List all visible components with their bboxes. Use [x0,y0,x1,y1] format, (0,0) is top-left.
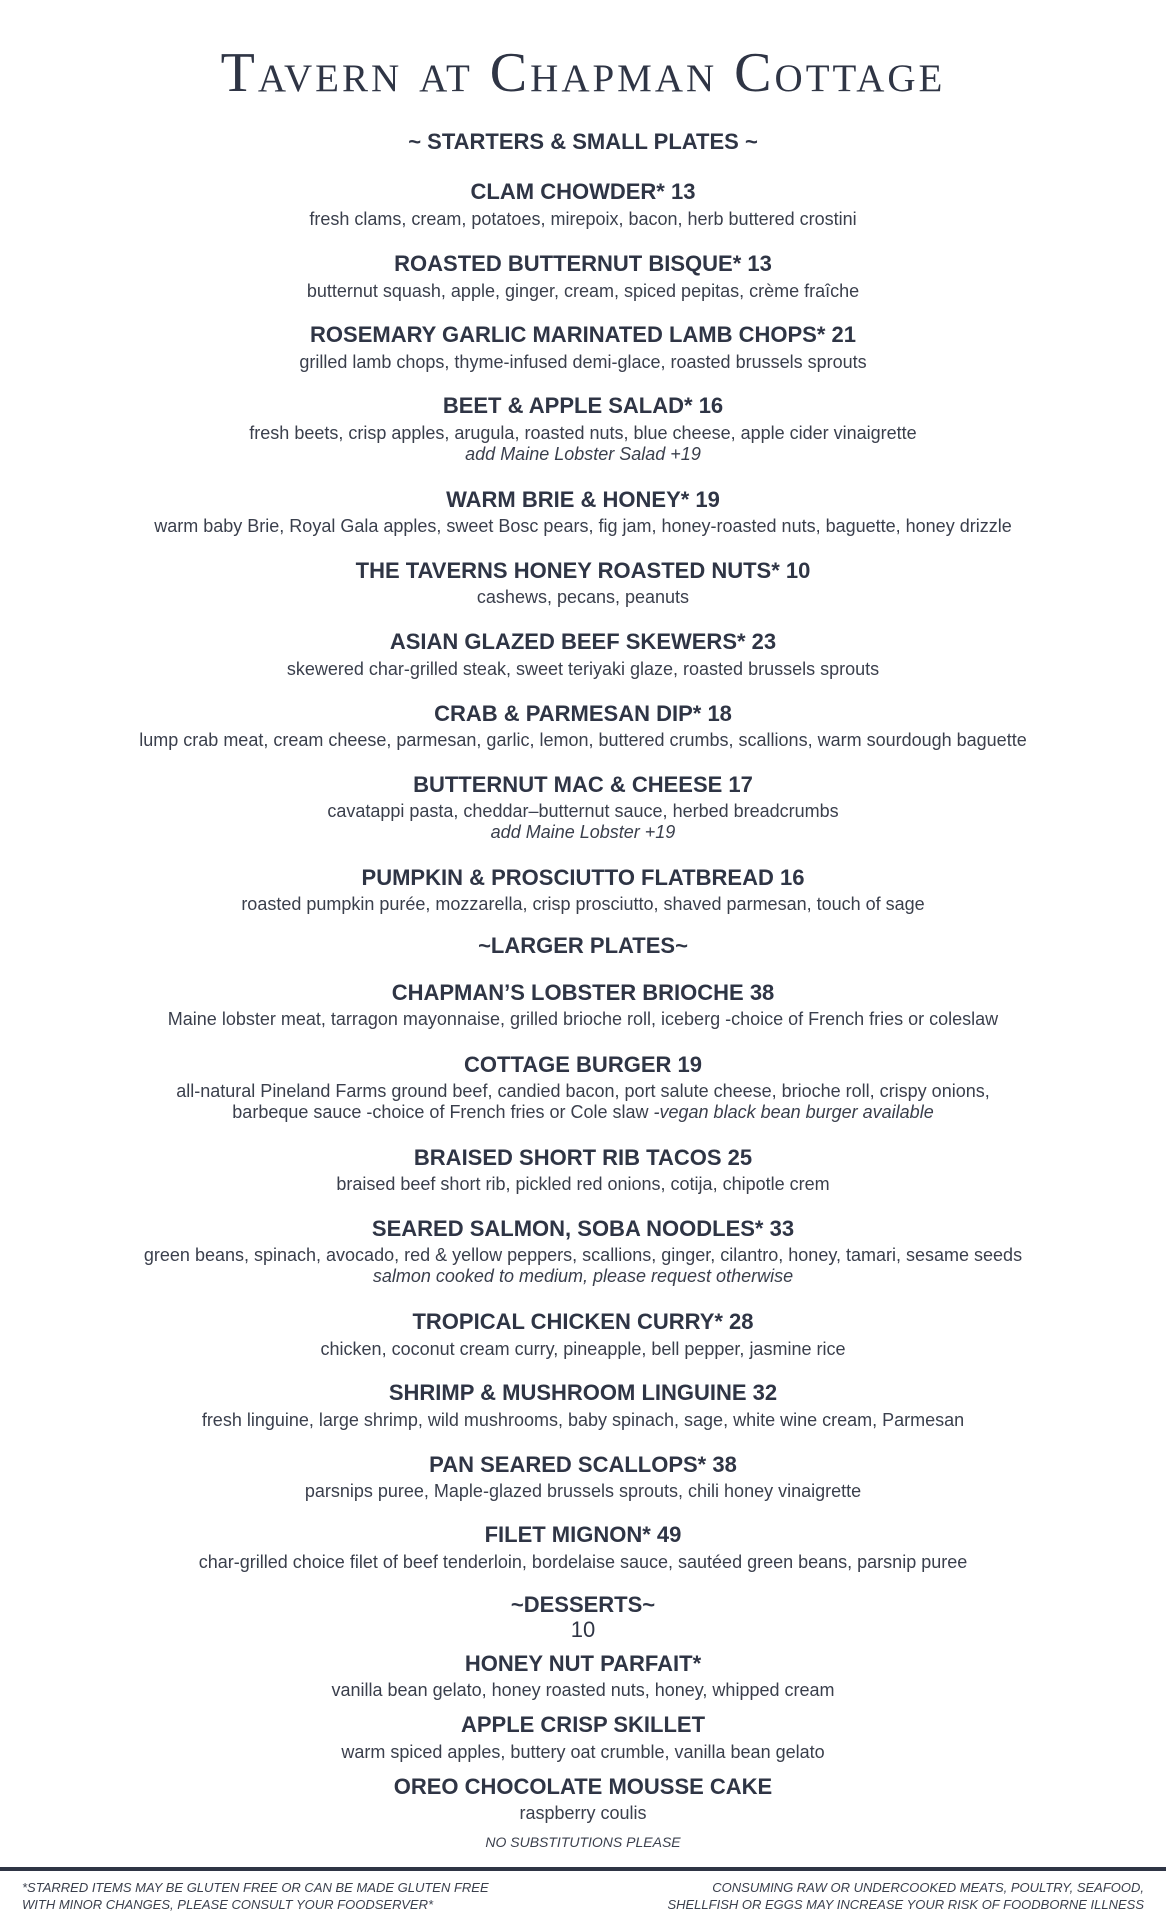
gluten-free-notice [22,1879,562,1913]
menu-item-name: WARM BRIE & HONEY* 19 [446,487,720,512]
menu-item-description: cashews, pecans, peanuts [476,587,690,607]
menu-item-name: ROSEMARY GARLIC MARINATED LAMB CHOPS* 21 [310,322,856,347]
menu-item-name: BUTTERNUT MAC & CHEESE 17 [413,772,753,797]
menu-item-addon-note: add Maine Lobster Salad +19 [465,444,701,464]
menu-item-description: fresh linguine, large shrimp, wild mushrooms, baby spinach, sage, white wine cream, Parmesan [201,1410,965,1430]
no-substitutions-note: NO SUBSTITUTIONS PLEASE [485,1834,681,1850]
menu-item-name: APPLE CRISP SKILLET [460,1712,706,1737]
menu-item-description: green beans, spinach, avocado, red & yellow peppers, scallions, ginger, cilantro, honey, tamari, sesame seeds [143,1245,1023,1265]
desserts-price: 10 [570,1617,596,1642]
menu-item-description: braised beef short rib, pickled red onions, cotija, chipotle crem [336,1174,830,1194]
food-safety-warning-line2: SHELLFISH OR EGGS MAY INCREASE YOUR RISK OF FOODBORNE ILLNESS [667,1897,1144,1912]
menu-item-name: BEET & APPLE SALAD* 16 [442,393,724,418]
restaurant-title: Tavern at Chapman Cottage [220,42,946,104]
menu-item-name: COTTAGE BURGER 19 [464,1052,702,1077]
menu-item-description: grilled lamb chops, thyme-infused demi-glace, roasted brussels sprouts [299,352,867,372]
menu-item-description: skewered char-grilled steak, sweet teriyaki glaze, roasted brussels sprouts [286,659,880,679]
menu-item-name: ROASTED BUTTERNUT BISQUE* 13 [394,251,772,276]
menu-item-description: chicken, coconut cream curry, pineapple, bell pepper, jasmine rice [320,1339,846,1359]
menu-item-description: char-grilled choice filet of beef tenderloin, bordelaise sauce, sautéed green beans, parsnip puree [198,1552,968,1572]
menu-item-description: fresh beets, crisp apples, arugula, roasted nuts, blue cheese, apple cider vinaigrette [249,423,917,443]
menu-item-name: TROPICAL CHICKEN CURRY* 28 [412,1309,754,1334]
menu-item-name: HONEY NUT PARFAIT* [464,1651,702,1676]
menu-item-name: ASIAN GLAZED BEEF SKEWERS* 23 [389,629,777,654]
menu-item-name: PAN SEARED SCALLOPS* 38 [429,1452,737,1477]
menu-item-description: warm spiced apples, buttery oat crumble, vanilla bean gelato [341,1742,825,1762]
menu-item-name: SEARED SALMON, SOBA NOODLES* 33 [371,1216,795,1241]
section-heading-larger-plates: ~LARGER PLATES~ [478,933,688,958]
menu-item-name: CRAB & PARMESAN DIP* 18 [434,701,732,726]
food-safety-warning [604,1879,1144,1913]
section-heading-starters: ~ STARTERS & SMALL PLATES ~ [408,129,758,154]
menu-item-name: CLAM CHOWDER* 13 [470,179,696,204]
menu-item-name: SHRIMP & MUSHROOM LINGUINE 32 [388,1380,778,1405]
menu-item-vegan-note: -vegan black bean burger available [653,1102,934,1122]
menu-item-description: lump crab meat, cream cheese, parmesan, garlic, lemon, buttered crumbs, scallions, warm sourdough baguette [139,730,1027,750]
gluten-free-notice-line2: WITH MINOR CHANGES, PLEASE CONSULT YOUR FOODSERVER* [22,1897,434,1912]
menu-item-name: OREO CHOCOLATE MOUSSE CAKE [393,1774,773,1799]
menu-item-description: warm baby Brie, Royal Gala apples, sweet Bosc pears, fig jam, honey-roasted nuts, baguette, honey drizzle [154,516,1012,536]
menu-item-description: parsnips puree, Maple-glazed brussels sprouts, chili honey vinaigrette [304,1481,862,1501]
footer-divider [0,1867,1166,1871]
gluten-free-notice-line1: *STARRED ITEMS MAY BE GLUTEN FREE OR CAN BE MADE GLUTEN FREE [22,1880,489,1895]
menu-item-description: Maine lobster meat, tarragon mayonnaise, grilled brioche roll, iceberg -choice of French fries or coleslaw [167,1009,999,1029]
menu-item-description-text: barbeque sauce -choice of French fries or Cole slaw [232,1102,654,1122]
menu-item-description: cavatappi pasta, cheddar–butternut sauce, herbed breadcrumbs [327,801,839,821]
menu-item-name: BRAISED SHORT RIB TACOS 25 [413,1145,753,1170]
menu-item-description: raspberry coulis [519,1803,647,1823]
menu-item-name: CHAPMAN’S LOBSTER BRIOCHE 38 [391,980,775,1005]
menu-item-name: PUMPKIN & PROSCIUTTO FLATBREAD 16 [361,865,805,890]
menu-item-description: roasted pumpkin purée, mozzarella, crisp prosciutto, shaved parmesan, touch of sage [241,894,925,914]
menu-item-cooking-note: salmon cooked to medium, please request otherwise [372,1266,794,1286]
menu-item-description: fresh clams, cream, potatoes, mirepoix, bacon, herb buttered crostini [309,209,857,229]
menu-item-description: all-natural Pineland Farms ground beef, candied bacon, port salute cheese, brioche roll, crispy onions, [176,1081,990,1101]
menu-item-description: butternut squash, apple, ginger, cream, spiced pepitas, crème fraîche [306,281,860,301]
menu-item-name: FILET MIGNON* 49 [484,1522,682,1547]
menu-item-addon-note: add Maine Lobster +19 [490,822,676,842]
menu-item-name: THE TAVERNS HONEY ROASTED NUTS* 10 [355,558,811,583]
menu-item-description: vanilla bean gelato, honey roasted nuts, honey, whipped cream [331,1680,835,1700]
food-safety-warning-line1: CONSUMING RAW OR UNDERCOOKED MEATS, POULTRY, SEAFOOD, [712,1880,1144,1895]
menu-item-description-line2 [0,1101,1166,1123]
section-heading-desserts: ~DESSERTS~ [510,1592,656,1617]
